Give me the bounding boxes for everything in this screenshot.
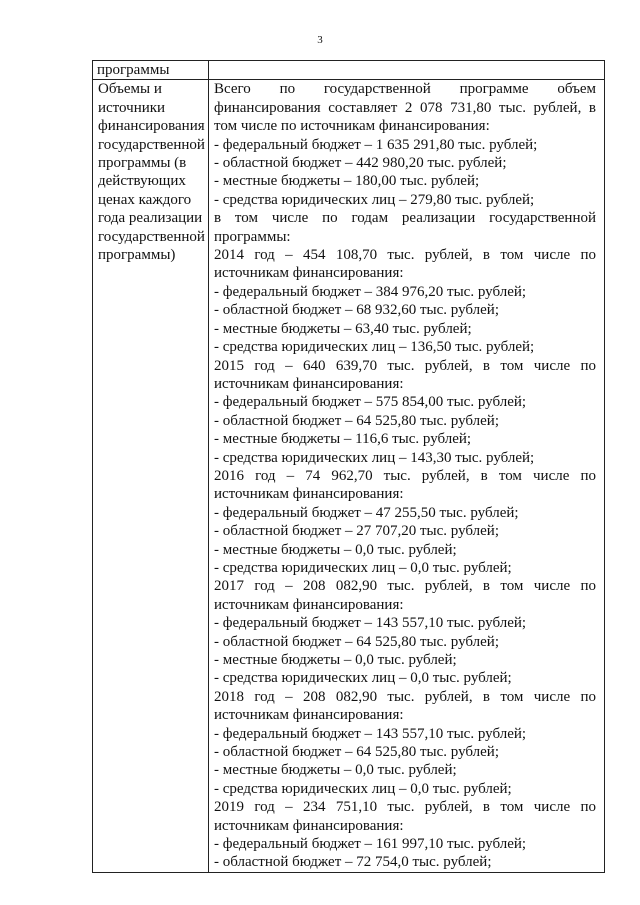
- content-line: 2014 год – 454 108,70 тыс. рублей, в том числе по: [214, 247, 596, 264]
- table-cell-right-top: [209, 61, 605, 80]
- content-line: - федеральный бюджет – 161 997,10 тыс. рублей;: [214, 836, 527, 853]
- label-lines: [98, 80, 205, 264]
- content-line: - средства юридических лиц – 0,0 тыс. рублей;: [214, 780, 512, 797]
- content-line: источникам финансирования:: [214, 596, 404, 613]
- label-line: года реализации: [98, 210, 203, 227]
- content-line: источникам финансирования:: [214, 817, 404, 834]
- content-line: - федеральный бюджет – 384 976,20 тыс. рублей;: [214, 283, 527, 300]
- table-cell-content: [209, 80, 605, 872]
- label-line: программы (в: [98, 155, 187, 172]
- content-line: Всего по государственной программе объем: [214, 81, 596, 98]
- content-line: - областной бюджет – 64 525,80 тыс. рублей;: [214, 412, 499, 429]
- content-line: - федеральный бюджет – 143 557,10 тыс. рублей;: [214, 725, 527, 742]
- label-line: действующих: [98, 173, 186, 190]
- financing-table: [92, 60, 605, 873]
- content-line: - областной бюджет – 68 932,60 тыс. рублей;: [214, 302, 499, 319]
- label-line: Объемы и: [98, 81, 162, 98]
- content-line: - областной бюджет – 64 525,80 тыс. рублей;: [214, 633, 499, 650]
- content-line: том числе по источникам финансирования:: [214, 118, 490, 135]
- content-line: - местные бюджеты – 0,0 тыс. рублей;: [214, 652, 457, 668]
- content-line: - средства юридических лиц – 136,50 тыс. рублей;: [214, 339, 535, 356]
- content-line: - средства юридических лиц – 279,80 тыс. рублей;: [214, 191, 535, 208]
- content-line: - местные бюджеты – 0,0 тыс. рублей;: [214, 541, 457, 558]
- content-line: 2016 год – 74 962,70 тыс. рублей, в том числе по: [214, 467, 596, 484]
- content-line: в том числе по годам реализации государственной: [214, 210, 596, 227]
- content-lines: [214, 80, 596, 871]
- content-line: финансирования составляет 2 078 731,80 тыс. рублей, в: [214, 99, 596, 116]
- content-line: 2017 год – 208 082,90 тыс. рублей, в том числе по: [214, 578, 596, 595]
- content-line: - местные бюджеты – 180,00 тыс. рублей;: [214, 173, 480, 190]
- content-line: - областной бюджет – 27 707,20 тыс. рублей;: [214, 523, 499, 540]
- content-line: 2015 год – 640 639,70 тыс. рублей, в том числе по: [214, 357, 596, 374]
- table-cell-label: [93, 80, 209, 872]
- label-line: программы): [98, 247, 176, 264]
- content-line: - федеральный бюджет – 143 557,10 тыс. рублей;: [214, 615, 527, 632]
- content-line: - федеральный бюджет – 575 854,00 тыс. рублей;: [214, 394, 527, 411]
- content-line: источникам финансирования:: [214, 486, 404, 503]
- content-line: 2019 год – 234 751,10 тыс. рублей, в том числе по: [214, 799, 596, 816]
- content-line: - областной бюджет – 64 525,80 тыс. рублей;: [214, 744, 499, 761]
- table-row-continuation: [93, 61, 605, 80]
- content-line: - федеральный бюджет – 47 255,50 тыс. рублей;: [214, 504, 519, 521]
- label-line: государственной: [98, 228, 205, 245]
- table-cell-left-top: программы: [93, 61, 209, 80]
- label-line: ценах каждого: [98, 191, 192, 208]
- content-line: - областной бюджет – 72 754,0 тыс. рублей;: [214, 854, 492, 871]
- content-line: - средства юридических лиц – 143,30 тыс. рублей;: [214, 449, 535, 466]
- label-line: финансирования: [98, 118, 205, 135]
- content-line: - местные бюджеты – 116,6 тыс. рублей;: [214, 431, 472, 448]
- content-line: - местные бюджеты – 63,40 тыс. рублей;: [214, 320, 472, 337]
- content-line: - средства юридических лиц – 0,0 тыс. рублей;: [214, 670, 512, 687]
- content-line: - средства юридических лиц – 0,0 тыс. рублей;: [214, 559, 512, 576]
- content-line: - федеральный бюджет – 1 635 291,80 тыс. рублей;: [214, 136, 538, 153]
- content-line: источникам финансирования:: [214, 375, 404, 392]
- table-row-financing: [93, 80, 605, 872]
- content-line: источникам финансирования:: [214, 265, 404, 282]
- page-number: 3: [317, 34, 323, 46]
- content-line: - областной бюджет – 442 980,20 тыс. рублей;: [214, 155, 507, 172]
- label-line: источники: [98, 99, 166, 116]
- label-line: государственной: [98, 136, 205, 153]
- content-line: источникам финансирования:: [214, 707, 404, 724]
- content-line: 2018 год – 208 082,90 тыс. рублей, в том числе по: [214, 688, 596, 705]
- content-line: программы:: [214, 228, 291, 245]
- content-line: - местные бюджеты – 0,0 тыс. рублей;: [214, 762, 457, 779]
